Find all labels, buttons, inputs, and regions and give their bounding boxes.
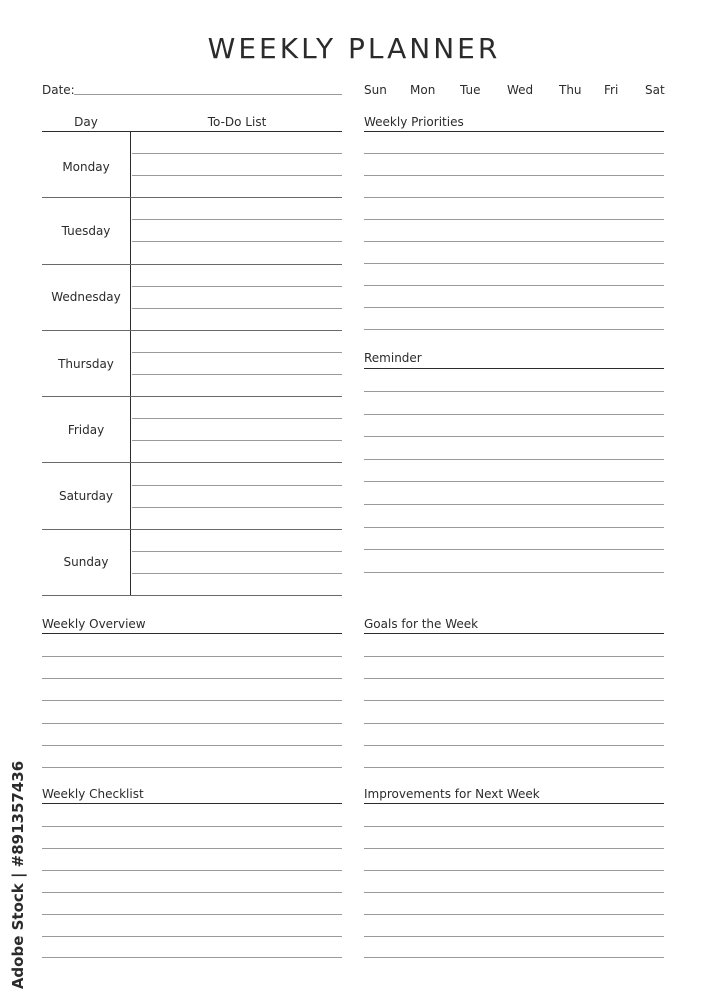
improvement-line[interactable]	[364, 892, 664, 893]
todo-line[interactable]	[132, 418, 342, 419]
day-separator-line[interactable]	[42, 396, 342, 397]
weekly-overview-rule	[42, 633, 342, 634]
weekly-checklist-rule	[42, 803, 342, 804]
day-sunday: Sunday	[63, 555, 109, 569]
goal-line[interactable]	[364, 700, 664, 701]
todo-column-header: To-Do List	[207, 115, 267, 129]
reminder-line[interactable]	[364, 436, 664, 437]
stock-watermark	[6, 760, 30, 990]
weekly-checklist-heading: Weekly Checklist	[42, 787, 144, 801]
improvement-line[interactable]	[364, 870, 664, 871]
weekday-thu[interactable]: Thu	[559, 83, 582, 97]
improvement-line[interactable]	[364, 914, 664, 915]
priority-line[interactable]	[364, 307, 664, 308]
weekday-wed[interactable]: Wed	[507, 83, 534, 97]
day-saturday: Saturday	[58, 489, 114, 503]
todo-line[interactable]	[132, 219, 342, 220]
goals-rule	[364, 633, 664, 634]
checklist-line[interactable]	[42, 892, 342, 893]
overview-line[interactable]	[42, 767, 342, 768]
reminder-line[interactable]	[364, 504, 664, 505]
priority-line[interactable]	[364, 153, 664, 154]
priority-line[interactable]	[364, 241, 664, 242]
checklist-line[interactable]	[42, 870, 342, 871]
weekday-tue[interactable]: Tue	[460, 83, 481, 97]
reminder-line[interactable]	[364, 549, 664, 550]
checklist-line[interactable]	[42, 914, 342, 915]
overview-line[interactable]	[42, 700, 342, 701]
todo-line[interactable]	[132, 440, 342, 441]
todo-line[interactable]	[132, 485, 342, 486]
day-separator-line[interactable]	[42, 264, 342, 265]
day-thursday: Thursday	[58, 357, 114, 371]
reminder-line[interactable]	[364, 414, 664, 415]
weekday-sat[interactable]: Sat	[645, 83, 665, 97]
goal-line[interactable]	[364, 723, 664, 724]
goals-heading: Goals for the Week	[364, 617, 479, 631]
todo-line[interactable]	[132, 175, 342, 176]
overview-line[interactable]	[42, 678, 342, 679]
reminder-rule	[364, 368, 664, 369]
date-line[interactable]	[74, 94, 342, 95]
reminder-line[interactable]	[364, 481, 664, 482]
todo-line[interactable]	[132, 507, 342, 508]
weekday-sun[interactable]: Sun	[364, 83, 387, 97]
checklist-line[interactable]	[42, 936, 342, 937]
day-separator-line[interactable]	[42, 529, 342, 530]
priority-line[interactable]	[364, 285, 664, 286]
todo-line[interactable]	[132, 551, 342, 552]
improvement-line[interactable]	[364, 936, 664, 937]
todo-line[interactable]	[132, 241, 342, 242]
reminder-line[interactable]	[364, 459, 664, 460]
watermark-text: Adobe Stock | #891357436	[9, 760, 27, 990]
improvements-heading: Improvements for Next Week	[364, 787, 540, 801]
checklist-line[interactable]	[42, 848, 342, 849]
improvement-line[interactable]	[364, 848, 664, 849]
day-separator-line[interactable]	[42, 462, 342, 463]
todo-line[interactable]	[132, 308, 342, 309]
todo-line[interactable]	[132, 352, 342, 353]
reminder-line[interactable]	[364, 527, 664, 528]
checklist-line[interactable]	[42, 957, 342, 958]
day-separator-line[interactable]	[42, 197, 342, 198]
weekly-priorities-rule	[364, 131, 664, 132]
day-separator-line[interactable]	[42, 595, 342, 596]
goal-line[interactable]	[364, 656, 664, 657]
priority-line[interactable]	[364, 219, 664, 220]
page-title: WEEKLY PLANNER	[207, 32, 501, 65]
weekday-fri[interactable]: Fri	[604, 83, 619, 97]
weekly-overview-heading: Weekly Overview	[42, 617, 146, 631]
checklist-line[interactable]	[42, 826, 342, 827]
overview-line[interactable]	[42, 656, 342, 657]
priority-line[interactable]	[364, 263, 664, 264]
priority-line[interactable]	[364, 197, 664, 198]
date-label: Date:	[42, 83, 75, 97]
reminder-line[interactable]	[364, 391, 664, 392]
todo-header-rule	[42, 131, 342, 132]
improvements-rule	[364, 803, 664, 804]
weekly-priorities-heading: Weekly Priorities	[364, 115, 464, 129]
improvement-line[interactable]	[364, 826, 664, 827]
priority-line[interactable]	[364, 329, 664, 330]
todo-line[interactable]	[132, 153, 342, 154]
day-column-header: Day	[74, 115, 98, 129]
day-tuesday: Tuesday	[61, 224, 111, 238]
improvement-line[interactable]	[364, 957, 664, 958]
reminder-line[interactable]	[364, 572, 664, 573]
reminder-heading: Reminder	[364, 351, 422, 365]
todo-line[interactable]	[132, 286, 342, 287]
todo-line[interactable]	[132, 374, 342, 375]
day-friday: Friday	[67, 423, 105, 437]
weekday-mon[interactable]: Mon	[410, 83, 436, 97]
goal-line[interactable]	[364, 678, 664, 679]
goal-line[interactable]	[364, 745, 664, 746]
day-column-divider	[130, 131, 131, 596]
todo-line[interactable]	[132, 573, 342, 574]
goal-line[interactable]	[364, 767, 664, 768]
overview-line[interactable]	[42, 723, 342, 724]
overview-line[interactable]	[42, 745, 342, 746]
day-wednesday: Wednesday	[51, 290, 121, 304]
day-separator-line[interactable]	[42, 330, 342, 331]
priority-line[interactable]	[364, 175, 664, 176]
day-monday: Monday	[62, 160, 110, 174]
